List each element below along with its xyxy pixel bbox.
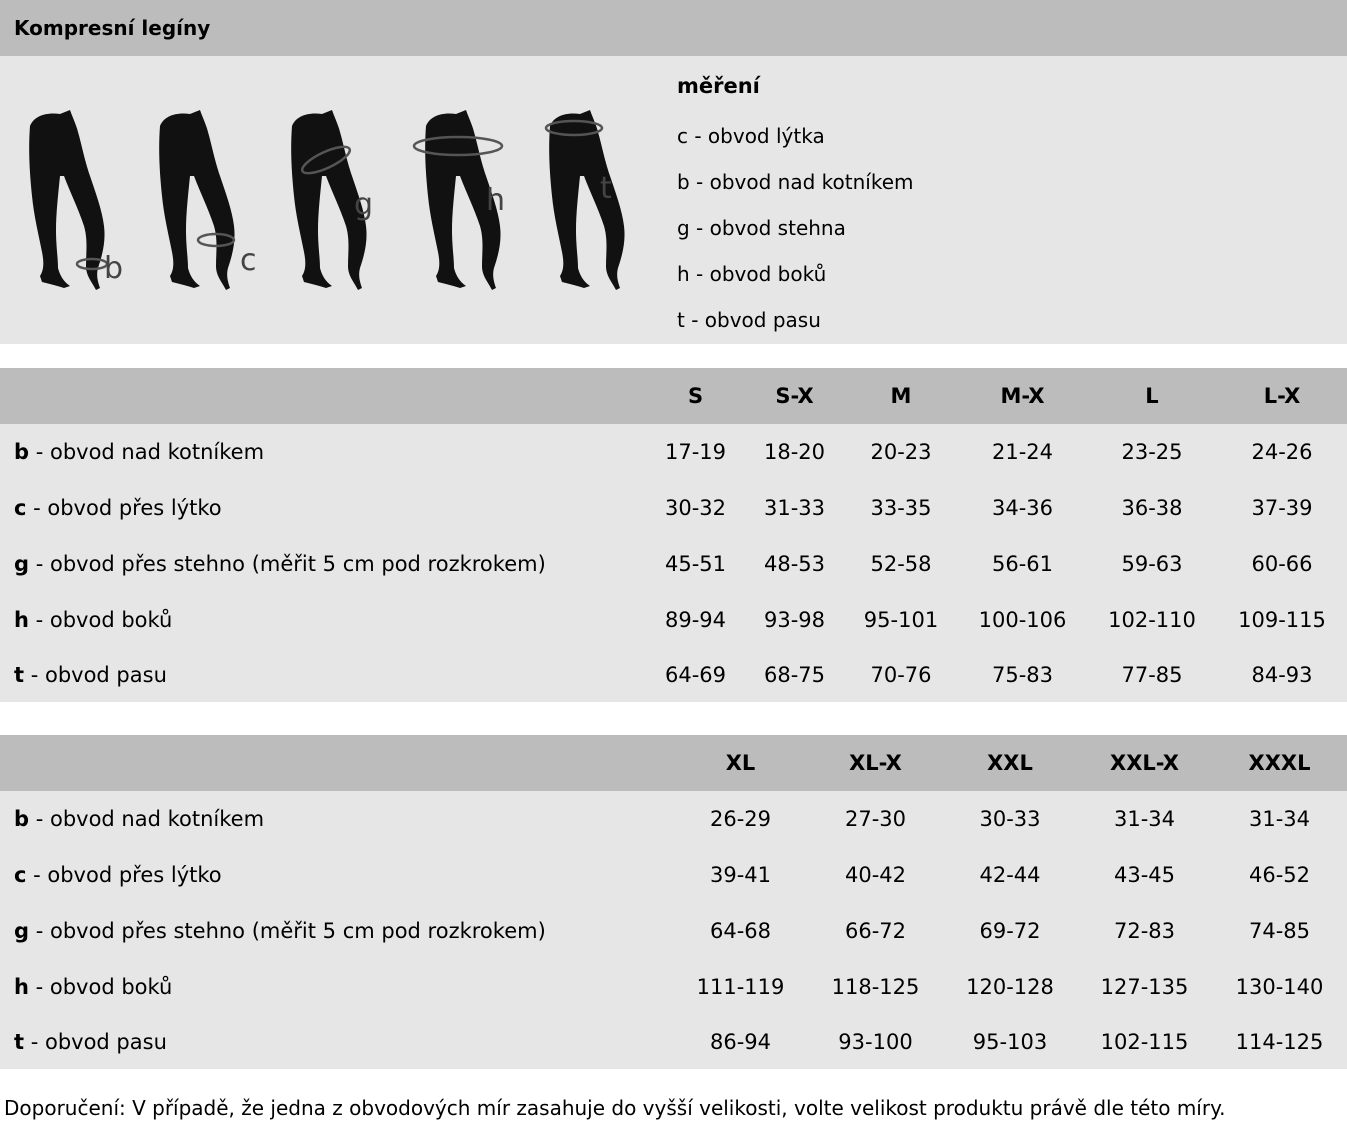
table-cell: 39-41 <box>673 847 808 903</box>
size-header: XXXL <box>1212 735 1347 791</box>
table-cell: 46-52 <box>1212 847 1347 903</box>
measurement-intro <box>0 56 1347 344</box>
table-cell: 68-75 <box>745 648 844 702</box>
row-label <box>0 847 673 903</box>
table-cell: 30-33 <box>943 791 1077 847</box>
table-cell: 130-140 <box>1212 959 1347 1015</box>
size-header: XL <box>673 735 808 791</box>
figure-b <box>29 110 107 290</box>
row-text: - obvod přes stehno (měřit 5 cm pod rozkrokem) <box>29 919 546 943</box>
legend-title: měření <box>677 74 760 98</box>
table-cell: 100-106 <box>958 592 1087 648</box>
figure-label-h: h <box>486 183 506 218</box>
row-letter: c <box>14 496 27 520</box>
table-cell: 84-93 <box>1217 648 1347 702</box>
row-text: - obvod pasu <box>24 1030 167 1054</box>
table-cell: 33-35 <box>844 480 958 536</box>
table-row <box>0 1015 1347 1069</box>
row-label <box>0 1015 673 1069</box>
table-cell: 59-63 <box>1087 536 1217 592</box>
table-cell: 69-72 <box>943 903 1077 959</box>
size-header: XXL <box>943 735 1077 791</box>
table-cell: 31-33 <box>745 480 844 536</box>
table-cell: 75-83 <box>958 648 1087 702</box>
row-letter: c <box>14 863 27 887</box>
table-header-row <box>0 368 1347 424</box>
row-label <box>0 424 646 480</box>
table-cell: 93-98 <box>745 592 844 648</box>
table-cell: 64-69 <box>646 648 745 702</box>
size-header: XL-X <box>808 735 943 791</box>
table-cell: 30-32 <box>646 480 745 536</box>
legend-item: g - obvod stehna <box>677 216 846 240</box>
table-row <box>0 847 1347 903</box>
table-row <box>0 903 1347 959</box>
table-cell: 34-36 <box>958 480 1087 536</box>
table-cell: 109-115 <box>1217 592 1347 648</box>
figure-label-g: g <box>354 187 374 222</box>
table-header-row <box>0 735 1347 791</box>
table-cell: 77-85 <box>1087 648 1217 702</box>
row-text: - obvod nad kotníkem <box>29 807 265 831</box>
table-cell: 66-72 <box>808 903 943 959</box>
size-header: L <box>1087 368 1217 424</box>
row-letter: b <box>14 807 30 831</box>
table-cell: 24-26 <box>1217 424 1347 480</box>
table-cell: 17-19 <box>646 424 745 480</box>
figure-c <box>159 110 234 290</box>
row-text: - obvod přes lýtko <box>26 863 222 887</box>
row-letter: g <box>14 919 30 943</box>
recommendation-note: Doporučení: V případě, že jedna z obvodových mír zasahuje do vyšší velikosti, volte velikost produktu právě dle této míry. <box>4 1096 1226 1120</box>
table-cell: 36-38 <box>1087 480 1217 536</box>
size-table-2 <box>0 735 1347 1069</box>
table-cell: 102-115 <box>1077 1015 1212 1069</box>
row-text: - obvod přes lýtko <box>26 496 222 520</box>
table-row <box>0 480 1347 536</box>
table-row <box>0 648 1347 702</box>
figure-label-b: b <box>104 251 124 286</box>
row-letter: h <box>14 608 29 632</box>
figure-label-t: t <box>600 171 612 206</box>
table-cell: 20-23 <box>844 424 958 480</box>
row-text: - obvod přes stehno (měřit 5 cm pod rozkrokem) <box>29 552 546 576</box>
figure-label-c: c <box>240 243 257 278</box>
table-cell: 48-53 <box>745 536 844 592</box>
legend-item: t - obvod pasu <box>677 308 821 332</box>
legend-item: h - obvod boků <box>677 262 827 286</box>
table-cell: 127-135 <box>1077 959 1212 1015</box>
table-cell: 31-34 <box>1077 791 1212 847</box>
header-empty <box>0 368 646 424</box>
row-label <box>0 480 646 536</box>
table-cell: 60-66 <box>1217 536 1347 592</box>
leg-figures-illustration <box>20 106 630 336</box>
row-letter: t <box>14 663 25 687</box>
legend-item: c - obvod lýtka <box>677 124 825 148</box>
table-cell: 114-125 <box>1212 1015 1347 1069</box>
row-letter: b <box>14 440 30 464</box>
row-text: - obvod boků <box>28 608 173 632</box>
row-label <box>0 648 646 702</box>
size-header: S <box>646 368 745 424</box>
table-cell: 111-119 <box>673 959 808 1015</box>
table-cell: 102-110 <box>1087 592 1217 648</box>
table-cell: 37-39 <box>1217 480 1347 536</box>
row-letter: g <box>14 552 30 576</box>
table-cell: 23-25 <box>1087 424 1217 480</box>
figure-t <box>546 110 625 290</box>
table-cell: 42-44 <box>943 847 1077 903</box>
size-header: XXL-X <box>1077 735 1212 791</box>
table-cell: 120-128 <box>943 959 1077 1015</box>
header-empty <box>0 735 673 791</box>
table-row <box>0 592 1347 648</box>
table-cell: 43-45 <box>1077 847 1212 903</box>
table-row <box>0 791 1347 847</box>
legend-item: b - obvod nad kotníkem <box>677 170 914 194</box>
table-cell: 45-51 <box>646 536 745 592</box>
table-row <box>0 424 1347 480</box>
size-header: M-X <box>958 368 1087 424</box>
table-cell: 70-76 <box>844 648 958 702</box>
table-cell: 64-68 <box>673 903 808 959</box>
table-cell: 27-30 <box>808 791 943 847</box>
measurement-figures <box>20 106 630 336</box>
row-text: - obvod boků <box>28 975 173 999</box>
row-label <box>0 791 673 847</box>
size-table-1 <box>0 368 1347 702</box>
table-row <box>0 536 1347 592</box>
table-cell: 93-100 <box>808 1015 943 1069</box>
table-cell: 52-58 <box>844 536 958 592</box>
table-cell: 86-94 <box>673 1015 808 1069</box>
row-label <box>0 959 673 1015</box>
table-row <box>0 959 1347 1015</box>
table-cell: 40-42 <box>808 847 943 903</box>
table-cell: 95-103 <box>943 1015 1077 1069</box>
row-label <box>0 592 646 648</box>
table-cell: 18-20 <box>745 424 844 480</box>
page-title <box>0 0 1347 56</box>
table-cell: 72-83 <box>1077 903 1212 959</box>
table-cell: 56-61 <box>958 536 1087 592</box>
measurement-legend <box>677 72 914 330</box>
table-cell: 26-29 <box>673 791 808 847</box>
table-cell: 31-34 <box>1212 791 1347 847</box>
row-letter: h <box>14 975 29 999</box>
table-cell: 95-101 <box>844 592 958 648</box>
size-header: M <box>844 368 958 424</box>
row-letter: t <box>14 1030 25 1054</box>
row-text: - obvod pasu <box>24 663 167 687</box>
page-title-text: Kompresní legíny <box>14 16 211 40</box>
row-label <box>0 903 673 959</box>
table-cell: 74-85 <box>1212 903 1347 959</box>
table-cell: 89-94 <box>646 592 745 648</box>
table-cell: 118-125 <box>808 959 943 1015</box>
row-text: - obvod nad kotníkem <box>29 440 265 464</box>
size-header: S-X <box>745 368 844 424</box>
row-label <box>0 536 646 592</box>
size-header: L-X <box>1217 368 1347 424</box>
table-cell: 21-24 <box>958 424 1087 480</box>
